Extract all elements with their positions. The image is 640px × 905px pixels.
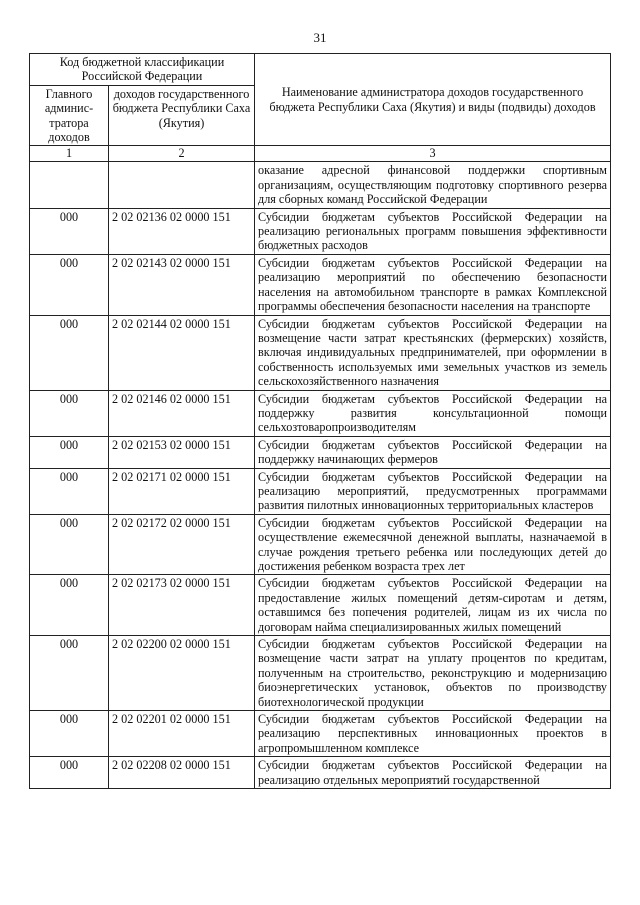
revenue-code-cell: 2 02 02172 02 0000 151 — [109, 514, 255, 575]
header-number-row — [30, 146, 611, 162]
table-row — [30, 254, 611, 315]
admin-code-cell: 000 — [30, 468, 109, 514]
page-number: 31 — [313, 30, 327, 45]
revenue-code-cell: 2 02 02201 02 0000 151 — [109, 711, 255, 757]
header-group-label: Код бюджетной классификации Российской Федерации — [30, 54, 255, 86]
description-cell: Субсидии бюджетам субъектов Российской Федерации на реализацию перспективных инновационных проектов в агропромышленном комплексе — [255, 711, 611, 757]
admin-code-cell: 000 — [30, 636, 109, 711]
table-row — [30, 315, 611, 390]
admin-code-cell: 000 — [30, 575, 109, 636]
revenue-code-cell — [109, 162, 255, 208]
description-cell: Субсидии бюджетам субъектов Российской Федерации на реализацию региональных программ повышения эффективности бюджетных расходов — [255, 208, 611, 254]
revenue-code-cell: 2 02 02208 02 0000 151 — [109, 757, 255, 789]
table-row — [30, 208, 611, 254]
revenue-code-cell: 2 02 02200 02 0000 151 — [109, 636, 255, 711]
revenue-code-cell: 2 02 02146 02 0000 151 — [109, 390, 255, 436]
table-row — [30, 757, 611, 789]
table-row — [30, 436, 611, 468]
table-row — [30, 468, 611, 514]
table-row — [30, 390, 611, 436]
header-num1: 1 — [30, 146, 109, 162]
admin-code-cell: 000 — [30, 514, 109, 575]
description-cell: Субсидии бюджетам субъектов Российской Федерации на осуществление ежемесячной денежной выплаты, назначаемой в случае рождения третьего ребенка или последующих детей до достижения ребенком возраста трех лет — [255, 514, 611, 575]
admin-code-cell: 000 — [30, 315, 109, 390]
admin-code-cell: 000 — [30, 390, 109, 436]
description-cell: Субсидии бюджетам субъектов Российской Федерации на реализацию мероприятий по обеспечению безопасности населения на автомобильном транспорте в рамках Комплексной программы обеспечения безопасности населения на транспорте — [255, 254, 611, 315]
description-cell: Субсидии бюджетам субъектов Российской Федерации на возмещение части затрат на уплату процентов по кредитам, полученным на строительство, реконструкцию и модернизацию биоэнергетических установок, объектов по производству биотехнологической продукции — [255, 636, 611, 711]
budget-classification-table — [29, 53, 611, 789]
revenue-code-cell: 2 02 02144 02 0000 151 — [109, 315, 255, 390]
revenue-code-cell: 2 02 02171 02 0000 151 — [109, 468, 255, 514]
description-cell: оказание адресной финансовой поддержки спортивным организациям, осуществляющим подготовку спортивного резерва для сборных команд Российской Федерации — [255, 162, 611, 208]
revenue-code-cell: 2 02 02143 02 0000 151 — [109, 254, 255, 315]
admin-code-cell — [30, 162, 109, 208]
header-col1: Главного админис-тратора доходов — [30, 85, 109, 146]
description-cell: Субсидии бюджетам субъектов Российской Федерации на поддержку начинающих фермеров — [255, 436, 611, 468]
description-cell: Субсидии бюджетам субъектов Российской Федерации на предоставление жилых помещений детям-сиротам и детям, оставшимся без попечения родителей, лицам из их числа по договорам найма специализированных жилых помещений — [255, 575, 611, 636]
description-cell: Субсидии бюджетам субъектов Российской Федерации на возмещение части затрат крестьянских (фермерских) хозяйств, включая индивидуальных предпринимателей, при оформлении в собственность используемых ими земельных участков из земель сельскохозяйственного назначения — [255, 315, 611, 390]
header-num3: 3 — [255, 146, 611, 162]
revenue-code-cell: 2 02 02173 02 0000 151 — [109, 575, 255, 636]
header-col2: доходов государственного бюджета Республики Саха (Якутия) — [109, 85, 255, 146]
table-row — [30, 575, 611, 636]
header-num2: 2 — [109, 146, 255, 162]
description-cell: Субсидии бюджетам субъектов Российской Федерации на реализацию мероприятий, предусмотренных программами развития пилотных инновационных территориальных кластеров — [255, 468, 611, 514]
revenue-code-cell: 2 02 02153 02 0000 151 — [109, 436, 255, 468]
admin-code-cell: 000 — [30, 208, 109, 254]
table-row — [30, 636, 611, 711]
table-row — [30, 711, 611, 757]
admin-code-cell: 000 — [30, 757, 109, 789]
admin-code-cell: 000 — [30, 711, 109, 757]
header-col3: Наименование администратора доходов государственного бюджета Республики Саха (Якутия) и виды (подвиды) доходов — [255, 54, 611, 146]
description-cell: Субсидии бюджетам субъектов Российской Федерации на поддержку развития консультационной помощи сельхозтоваропроизводителям — [255, 390, 611, 436]
table-row — [30, 162, 611, 208]
table-row — [30, 514, 611, 575]
header-row-1 — [30, 54, 611, 86]
description-cell: Субсидии бюджетам субъектов Российской Федерации на реализацию отдельных мероприятий государственной — [255, 757, 611, 789]
admin-code-cell: 000 — [30, 436, 109, 468]
revenue-code-cell: 2 02 02136 02 0000 151 — [109, 208, 255, 254]
admin-code-cell: 000 — [30, 254, 109, 315]
